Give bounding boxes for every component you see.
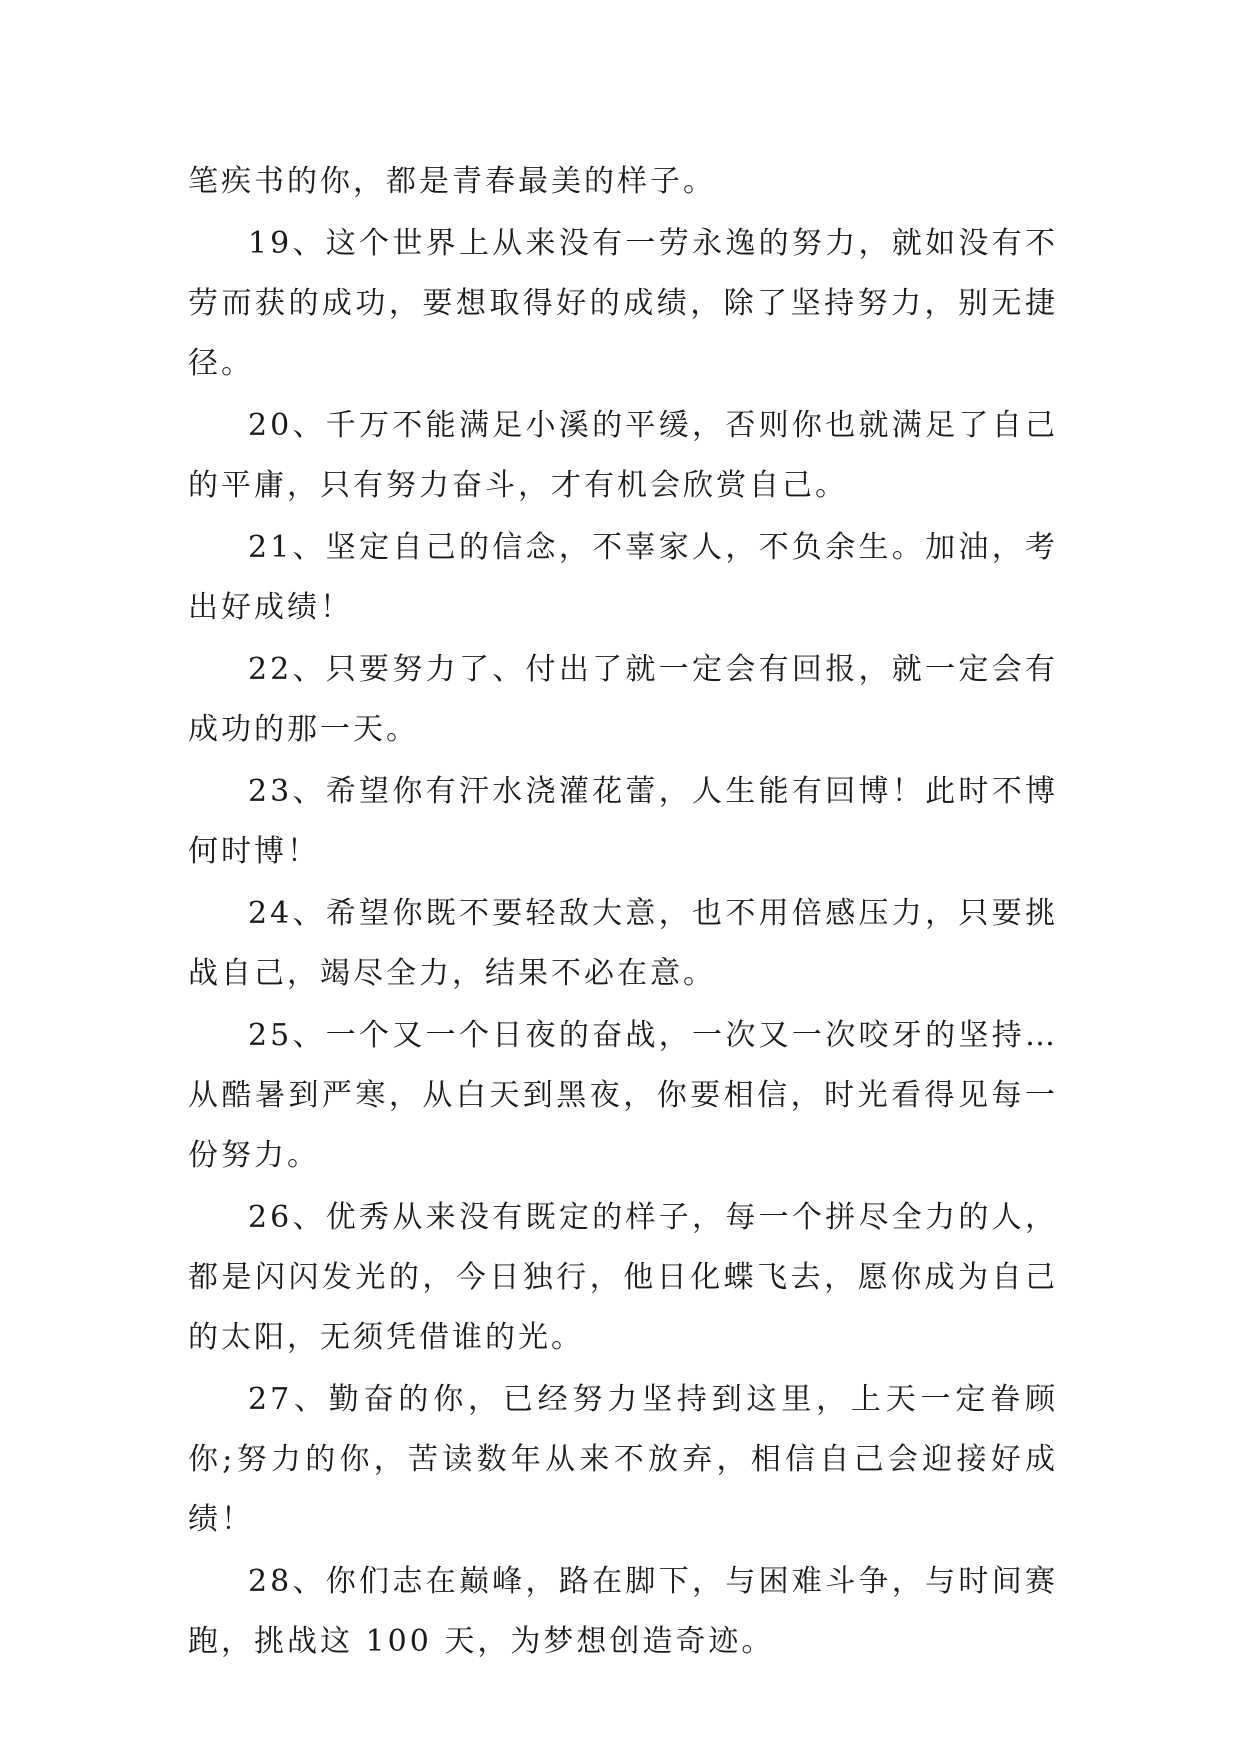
paragraph-28: 28、你们志在巅峰，路在脚下，与困难斗争，与时间赛跑，挑战这 100 天，为梦想创造奇迹。 (188, 1564, 1058, 1659)
document-body (188, 152, 1058, 1674)
paragraph-20: 20、千万不能满足小溪的平缓，否则你也就满足了自己的平庸，只有努力奋斗，才有机会欣赏自己。 (188, 408, 1058, 503)
paragraph-26: 26、优秀从来没有既定的样子，每一个拼尽全力的人，都是闪闪发光的，今日独行，他日化蝶飞去，愿你成为自己的太阳，无须凭借谁的光。 (188, 1200, 1058, 1355)
paragraph-22: 22、只要努力了、付出了就一定会有回报，就一定会有成功的那一天。 (188, 652, 1058, 747)
paragraph-24: 24、希望你既不要轻敌大意，也不用倍感压力，只要挑战自己，竭尽全力，结果不必在意。 (188, 896, 1058, 991)
paragraph-19: 19、这个世界上从来没有一劳永逸的努力，就如没有不劳而获的成功，要想取得好的成绩，除了坚持努力，别无捷径。 (188, 226, 1058, 381)
paragraph-continued: 笔疾书的你，都是青春最美的样子。 (188, 164, 716, 199)
paragraph-25: 25、一个又一个日夜的奋战，一次又一次咬牙的坚持…从酷暑到严寒，从白天到黑夜，你要相信，时光看得见每一份努力。 (188, 1018, 1058, 1173)
paragraph-21: 21、坚定自己的信念，不辜家人，不负余生。加油，考出好成绩！ (188, 530, 1058, 625)
paragraph-27: 27、勤奋的你，已经努力坚持到这里，上天一定眷顾你;努力的你，苦读数年从来不放弃，相信自己会迎接好成绩！ (188, 1382, 1058, 1537)
paragraph-23: 23、希望你有汗水浇灌花蕾，人生能有回博！此时不博何时博！ (188, 774, 1058, 869)
